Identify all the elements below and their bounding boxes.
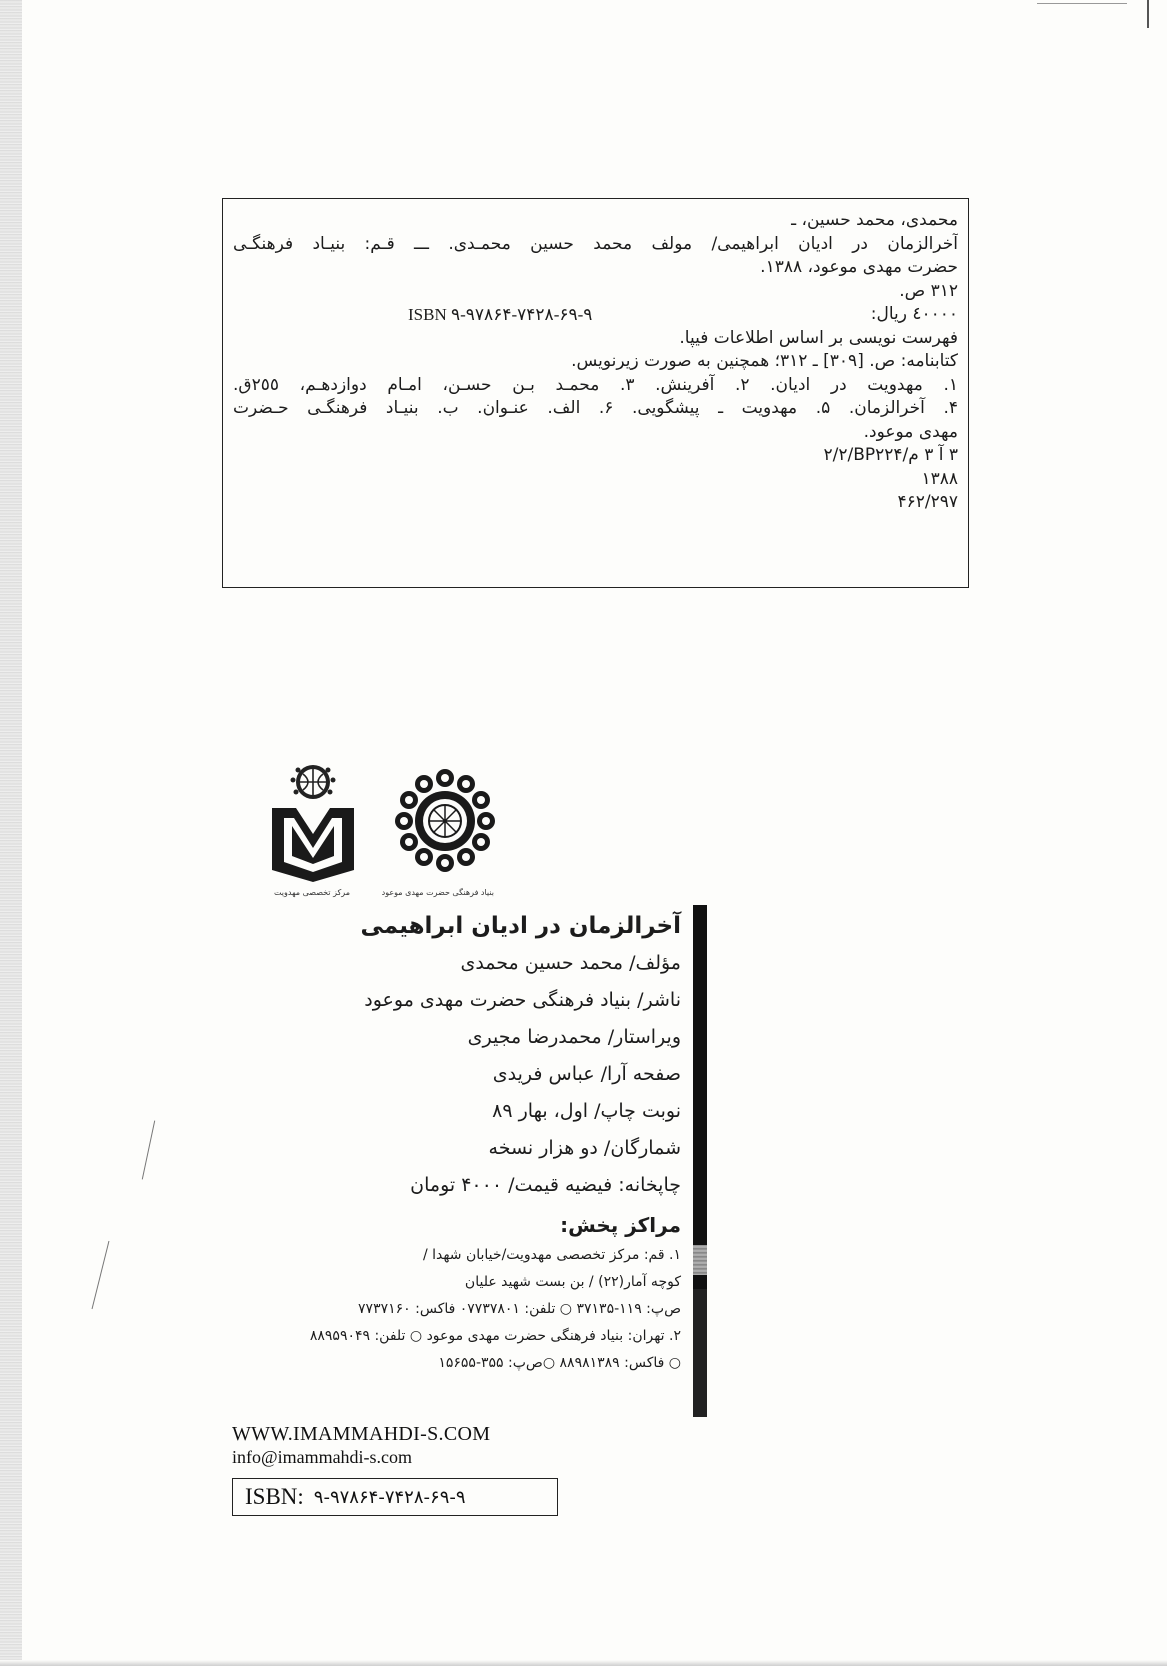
mahdaviat-center-logo	[258, 762, 368, 904]
catalog-subjects-line: مهدی موعود.	[863, 421, 958, 442]
distribution-qom-line: ١. قم: مرکز تخصصی مهدویت/خیابان شهدا /	[422, 1247, 681, 1263]
scan-scratch	[142, 1121, 155, 1180]
foundation-seal-logo	[381, 764, 500, 904]
distribution-qom-contact: ص‌پ: ١١٩-٣٧١٣۵ ○ تلفن: ٠٧٧٣٧٨٠١ فاکس: ٧٧٣٧١۶٠	[358, 1301, 681, 1317]
author-credit: مؤلف/ محمد حسین محمدی	[460, 952, 681, 974]
isbn-box	[232, 1478, 558, 1516]
catalog-year: ١٣٨٨	[921, 468, 958, 489]
margin-stripe	[693, 1275, 707, 1289]
editor-credit: ویراستار/ محمدرضا مجیری	[467, 1026, 681, 1048]
catalog-fipa-line: فهرست نویسی بر اساس اطلاعات فیپا.	[679, 327, 958, 348]
publisher-credit: ناشر/ بنیاد فرهنگی حضرت مهدی موعود	[364, 989, 681, 1011]
catalog-price-row	[233, 303, 958, 327]
book-credits	[232, 905, 707, 1417]
seal-logo-caption: بنیاد فرهنگی حضرت مهدی موعود	[381, 888, 494, 897]
distribution-tehran-contact: ○ فاکس: ٨٨٩٨١٣٨٩ ○ص‌پ: ٣۵۵-١۵۶۵۵	[438, 1355, 681, 1371]
catalog-isbn: ISBN ٩٧٨-٩۶۴-٧۴٢٨-۶٩-٩	[408, 305, 593, 324]
scan-bottom-edge	[0, 1660, 1167, 1666]
catalog-publisher-line: حضرت مهدی موعود، ١٣٨٨.	[760, 257, 958, 277]
cataloging-box	[222, 198, 969, 588]
copies-credit: شمارگان/ دو هزار نسخه	[488, 1137, 681, 1159]
scan-top-mark	[1037, 3, 1127, 4]
seal-rosette-icon	[390, 764, 500, 884]
margin-stripe	[693, 1245, 707, 1275]
catalog-dewey-number: ٢٩٧/۴۶٢	[897, 492, 958, 512]
catalog-bibliography-line: کتابنامه: ص. [٣٠٩] ـ ٣١٢؛ همچنین به صورت زیرنویس.	[571, 351, 958, 371]
layout-credit: صفحه آرا/ عباس فریدی	[492, 1063, 681, 1085]
center-logo-caption: مرکز تخصصی مهدویت	[273, 888, 350, 897]
scan-scratch	[92, 1241, 110, 1309]
distribution-tehran-line: ٢. تهران: بنیاد فرهنگی حضرت مهدی موعود ○ تلفن: ٨٨٩۵٩٠۴٩	[309, 1328, 681, 1344]
globe-book-icon	[258, 762, 368, 884]
distribution-qom-line: کوچه آمار(٢٢) / بن بست شهید علیان	[464, 1274, 681, 1290]
catalog-price: ٤٠٠٠٠ ریال:	[870, 304, 958, 324]
email-address[interactable]: info@imammahdi-s.com	[232, 1447, 413, 1467]
book-title: آخرالزمان در ادیان ابراهیمی	[360, 913, 681, 939]
isbn-label: ISBN:	[245, 1484, 304, 1509]
scan-right-mark	[1147, 0, 1149, 28]
catalog-pages-line: ٣١٢ ص.	[899, 280, 958, 301]
isbn-number: ٩٧٨-٩۶۴-٧۴٢٨-۶٩-٩	[313, 1486, 466, 1508]
scan-left-edge	[0, 0, 22, 1666]
edition-credit: نوبت چاپ/ اول، بهار ٨٩	[492, 1100, 681, 1122]
catalog-author-line: محمدی، محمد حسین، ـ	[791, 210, 958, 230]
catalog-call-number: ٣ آ ٣ م/BP٢٢۴/٢/٢	[823, 445, 958, 465]
catalog-title-line: آخرالزمان در ادیان ابراهیمی/ مولف محمد حسین محمـدی. ـــ قـم: بنیـاد فرهنگـی	[233, 233, 958, 254]
catalog-subjects-line: ١. مهدویت در ادیان. ٢. آفرینش. ٣. محمـد بـن حسـن، امـام دوازدهـم، ٢٥٥ق.	[233, 374, 958, 395]
website-url[interactable]: WWW.IMAMMAHDI-S.COM	[232, 1423, 491, 1445]
distribution-heading: مراکز پخش:	[560, 1213, 681, 1237]
printer-price-credit: چاپخانه: فیضیه قیمت/ ۴٠٠٠ تومان	[410, 1174, 681, 1196]
margin-stripe	[693, 905, 707, 1245]
catalog-subjects-line: ۴. آخرالزمان. ۵. مهدویت ـ پیشگویی. ۶. الف. عنـوان. ب. بنیـاد فرهنگـی حـضرت	[233, 398, 958, 418]
